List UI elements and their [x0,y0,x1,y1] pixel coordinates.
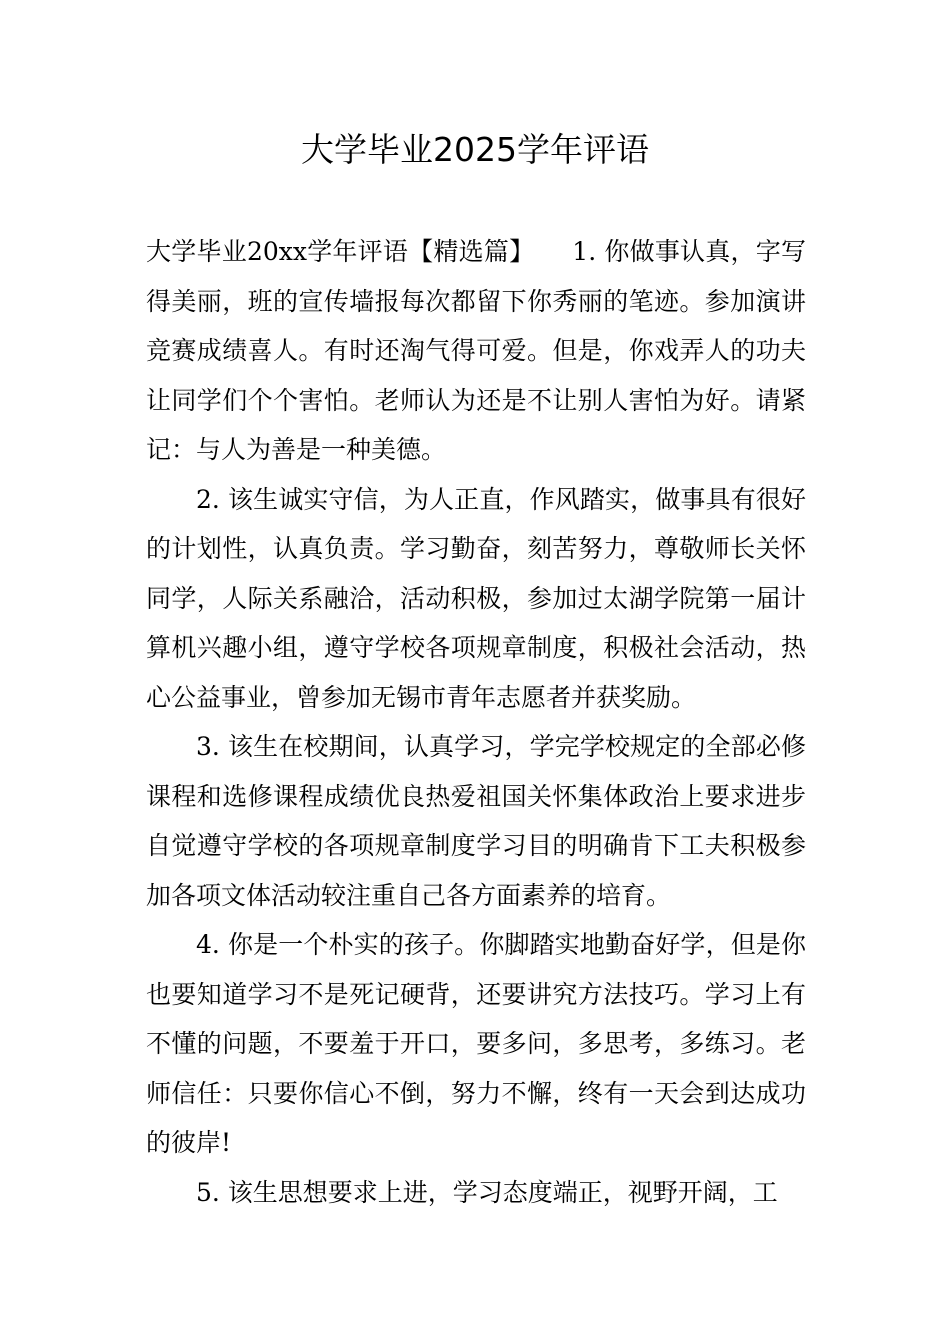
document-title: 大学毕业2025学年评语 [301,130,649,169]
paragraph-3: 3. 该生在校期间，认真学习，学完学校规定的全部必修课程和选修课程成绩优良热爱祖国关怀集体政治上要求进步自觉遵守学校的各项规章制度学习目的明确肯下工夫积极参加各项文体活动较注重自己各方面素养的培育。 [146,732,806,910]
paragraph-2: 2. 该生诚实守信，为人正直，作风踏实，做事具有很好的计划性，认真负责。学习勤奋，刻苦努力，尊敬师长关怀同学，人际关系融洽，活动积极，参加过太湖学院第一届计算机兴趣小组，遵守学校各项规章制度，积极社会活动，热心公益事业，曾参加无锡市青年志愿者并获奖励。 [146,484,806,712]
paragraph-4: 4. 你是一个朴实的孩子。你脚踏实地勤奋好学，但是你也要知道学习不是死记硬背，还要讲究方法技巧。学习上有不懂的问题，不要羞于开口，要多问，多思考，多练习。老师信任：只要你信心不倒，努力不懈，终有一天会到达成功的彼岸! [146,930,806,1157]
paragraph-5: 5. 该生思想要求上进，学习态度端正，视野开阔，工 [196,1177,778,1207]
document-body [146,227,806,1217]
paragraph-1: 大学毕业20xx学年评语【精选篇】 1. 你做事认真，字写得美丽，班的宣传墙报每次都留下你秀丽的笔迹。参加演讲竞赛成绩喜人。有时还淘气得可爱。但是，你戏弄人的功夫让同学们个个害怕。老师认为还是不让别人害怕为好。请紧记：与人为善是一种美德。 [146,237,806,464]
